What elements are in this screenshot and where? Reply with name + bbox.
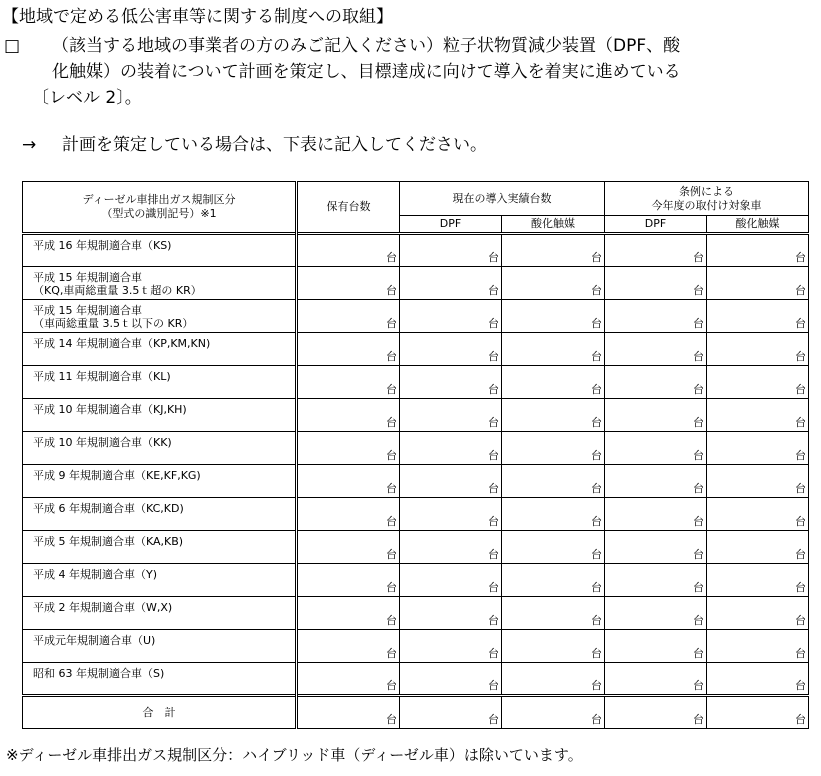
target-dpf-cell[interactable] xyxy=(605,432,707,465)
unit-label: 台 xyxy=(488,647,499,660)
target-dpf-cell[interactable] xyxy=(605,234,707,267)
installed-dpf-cell[interactable] xyxy=(400,597,502,630)
target-catalyst-cell[interactable] xyxy=(707,366,809,399)
unit-label: 台 xyxy=(386,416,397,429)
unit-label: 台 xyxy=(795,383,806,396)
installed-catalyst-cell[interactable] xyxy=(502,366,605,399)
unit-label: 台 xyxy=(795,251,806,264)
total-target-dpf-cell[interactable] xyxy=(605,696,707,729)
unit-label: 台 xyxy=(591,449,602,462)
unit-label: 台 xyxy=(795,581,806,594)
unit-label: 台 xyxy=(591,713,602,726)
target-dpf-cell[interactable] xyxy=(605,300,707,333)
installed-dpf-cell[interactable] xyxy=(400,663,502,696)
row-category-line1: 平成 5 年規制適合車（KA,KB) xyxy=(33,535,184,548)
installed-dpf-cell[interactable] xyxy=(400,399,502,432)
row-category-line1: 平成 15 年規制適合車 xyxy=(33,271,142,284)
installed-catalyst-cell[interactable] xyxy=(502,465,605,498)
row-category-line2: （KQ,車両総重量 3.5ｔ超の KR） xyxy=(33,284,202,297)
row-category xyxy=(23,531,297,564)
installed-catalyst-cell[interactable] xyxy=(502,234,605,267)
installed-catalyst-cell[interactable] xyxy=(502,564,605,597)
installed-dpf-cell[interactable] xyxy=(400,300,502,333)
owned-cell[interactable] xyxy=(297,597,400,630)
unit-label: 台 xyxy=(488,251,499,264)
target-dpf-cell[interactable] xyxy=(605,366,707,399)
row-category xyxy=(23,663,297,696)
unit-label: 台 xyxy=(693,251,704,264)
installed-catalyst-cell[interactable] xyxy=(502,432,605,465)
unit-label: 台 xyxy=(795,449,806,462)
owned-cell[interactable] xyxy=(297,498,400,531)
owned-cell[interactable] xyxy=(297,366,400,399)
installed-dpf-cell[interactable] xyxy=(400,267,502,300)
unit-label: 台 xyxy=(386,515,397,528)
target-dpf-cell[interactable] xyxy=(605,597,707,630)
owned-cell[interactable] xyxy=(297,399,400,432)
unit-label: 台 xyxy=(591,284,602,297)
category-header-line1: ディーゼル車排出ガス規制区分 xyxy=(82,193,236,206)
target-dpf-cell[interactable] xyxy=(605,663,707,696)
unit-label: 台 xyxy=(693,679,704,692)
row-category xyxy=(23,234,297,267)
target-dpf-cell[interactable] xyxy=(605,564,707,597)
row-category-line1: 平成 10 年規制適合車（KK) xyxy=(33,436,172,449)
unit-label: 台 xyxy=(488,581,499,594)
target-catalyst-cell[interactable] xyxy=(707,597,809,630)
unit-label: 台 xyxy=(386,482,397,495)
row-category xyxy=(23,300,297,333)
unit-label: 台 xyxy=(693,713,704,726)
unit-label: 台 xyxy=(693,581,704,594)
unit-label: 台 xyxy=(795,679,806,692)
target-dpf-cell[interactable] xyxy=(605,465,707,498)
owned-cell[interactable] xyxy=(297,432,400,465)
installed-catalyst-cell[interactable] xyxy=(502,597,605,630)
row-category xyxy=(23,333,297,366)
installed-dpf-cell[interactable] xyxy=(400,366,502,399)
section-title: 【地域で定める低公害車等に関する制度への取組】 xyxy=(2,7,393,27)
instruction-note: 計画を策定している場合は、下表に記入してください。 xyxy=(62,135,487,155)
target-catalyst-cell[interactable] xyxy=(707,399,809,432)
row-category xyxy=(23,399,297,432)
total-row xyxy=(23,696,809,729)
owned-cell[interactable] xyxy=(297,267,400,300)
unit-label: 台 xyxy=(693,416,704,429)
table-row xyxy=(23,366,809,399)
owned-cell[interactable] xyxy=(297,300,400,333)
unit-label: 台 xyxy=(795,647,806,660)
installed-dpf-header: DPF xyxy=(400,216,502,234)
level-item-text-line2: 化触媒）の装着について計画を策定し、目標達成に向けて導入を着実に進めている xyxy=(52,62,681,82)
unit-label: 台 xyxy=(795,515,806,528)
installed-dpf-cell[interactable] xyxy=(400,333,502,366)
target-dpf-cell[interactable] xyxy=(605,333,707,366)
unit-label: 台 xyxy=(591,482,602,495)
installed-dpf-cell[interactable] xyxy=(400,465,502,498)
installed-catalyst-cell[interactable] xyxy=(502,399,605,432)
unit-label: 台 xyxy=(795,713,806,726)
row-category-line1: 平成 16 年規制適合車（KS) xyxy=(33,239,172,252)
unit-label: 台 xyxy=(693,317,704,330)
unit-label: 台 xyxy=(591,581,602,594)
installed-dpf-cell[interactable] xyxy=(400,564,502,597)
unit-label: 台 xyxy=(693,350,704,363)
unit-label: 台 xyxy=(488,515,499,528)
total-installed-dpf-cell[interactable] xyxy=(400,696,502,729)
installed-dpf-cell[interactable] xyxy=(400,234,502,267)
row-category xyxy=(23,498,297,531)
unit-label: 台 xyxy=(795,317,806,330)
target-catalyst-cell[interactable] xyxy=(707,663,809,696)
row-category-line1: 平成 4 年規制適合車（Y) xyxy=(33,568,158,581)
unit-label: 台 xyxy=(591,548,602,561)
row-category-line1: 平成元年規制適合車（U) xyxy=(33,634,156,647)
row-category xyxy=(23,630,297,663)
target-dpf-header: DPF xyxy=(605,216,707,234)
unit-label: 台 xyxy=(795,548,806,561)
installed-catalyst-cell[interactable] xyxy=(502,531,605,564)
owned-cell[interactable] xyxy=(297,663,400,696)
unit-label: 台 xyxy=(386,679,397,692)
unit-label: 台 xyxy=(386,548,397,561)
row-category-line1: 平成 2 年規制適合車（W,X) xyxy=(33,601,173,614)
unit-label: 台 xyxy=(488,449,499,462)
unit-label: 台 xyxy=(386,581,397,594)
unit-label: 台 xyxy=(488,284,499,297)
unit-label: 台 xyxy=(591,679,602,692)
target-catalyst-cell[interactable] xyxy=(707,300,809,333)
unit-label: 台 xyxy=(693,548,704,561)
unit-label: 台 xyxy=(386,614,397,627)
target-header xyxy=(605,182,809,216)
owned-cell[interactable] xyxy=(297,234,400,267)
owned-cell[interactable] xyxy=(297,333,400,366)
category-header xyxy=(23,182,297,234)
level-checkbox[interactable]: □ xyxy=(4,36,21,56)
target-catalyst-cell[interactable] xyxy=(707,564,809,597)
unit-label: 台 xyxy=(488,614,499,627)
installed-dpf-cell[interactable] xyxy=(400,630,502,663)
target-dpf-cell[interactable] xyxy=(605,267,707,300)
table-row xyxy=(23,531,809,564)
row-category xyxy=(23,267,297,300)
unit-label: 台 xyxy=(693,614,704,627)
table-row xyxy=(23,564,809,597)
unit-label: 台 xyxy=(693,482,704,495)
owned-cell[interactable] xyxy=(297,465,400,498)
unit-label: 台 xyxy=(693,515,704,528)
row-category xyxy=(23,366,297,399)
row-category xyxy=(23,564,297,597)
owned-cell[interactable] xyxy=(297,531,400,564)
table-row xyxy=(23,234,809,267)
row-category-line1: 平成 10 年規制適合車（KJ,KH) xyxy=(33,403,187,416)
owned-header: 保有台数 xyxy=(297,182,400,234)
row-category-line1: 平成 6 年規制適合車（KC,KD) xyxy=(33,502,184,515)
unit-label: 台 xyxy=(795,614,806,627)
target-catalyst-cell[interactable] xyxy=(707,234,809,267)
installed-catalyst-cell[interactable] xyxy=(502,300,605,333)
target-catalyst-cell[interactable] xyxy=(707,630,809,663)
target-catalyst-cell[interactable] xyxy=(707,465,809,498)
installed-catalyst-cell[interactable] xyxy=(502,267,605,300)
table-row xyxy=(23,300,809,333)
unit-label: 台 xyxy=(488,350,499,363)
installed-catalyst-header: 酸化触媒 xyxy=(502,216,605,234)
target-header-line2: 今年度の取付け対象車 xyxy=(651,198,762,212)
vehicle-table xyxy=(22,181,809,729)
unit-label: 台 xyxy=(488,383,499,396)
row-category-line1: 昭和 63 年規制適合車（S) xyxy=(33,667,165,680)
target-dpf-cell[interactable] xyxy=(605,531,707,564)
unit-label: 台 xyxy=(795,350,806,363)
installed-dpf-cell[interactable] xyxy=(400,531,502,564)
owned-cell[interactable] xyxy=(297,630,400,663)
target-catalyst-cell[interactable] xyxy=(707,498,809,531)
target-header-line1: 条例による xyxy=(679,184,734,198)
unit-label: 台 xyxy=(386,647,397,660)
unit-label: 台 xyxy=(795,416,806,429)
total-installed-catalyst-cell[interactable] xyxy=(502,696,605,729)
target-catalyst-cell[interactable] xyxy=(707,531,809,564)
unit-label: 台 xyxy=(386,284,397,297)
unit-label: 台 xyxy=(488,416,499,429)
row-category-line2: （車両総重量 3.5ｔ以下の KR） xyxy=(33,317,194,330)
row-category-line1: 平成 9 年規制適合車（KE,KF,KG) xyxy=(33,469,201,482)
table-row xyxy=(23,630,809,663)
row-category xyxy=(23,432,297,465)
table-body xyxy=(23,234,809,729)
unit-label: 台 xyxy=(591,350,602,363)
target-dpf-cell[interactable] xyxy=(605,399,707,432)
total-target-catalyst-cell[interactable] xyxy=(707,696,809,729)
footnote: ※ディーゼル車排出ガス規制区分：ハイブリッド車（ディーゼル車）は除いています。 xyxy=(6,746,583,764)
installed-catalyst-cell[interactable] xyxy=(502,333,605,366)
unit-label: 台 xyxy=(795,482,806,495)
target-dpf-cell[interactable] xyxy=(605,498,707,531)
installed-catalyst-cell[interactable] xyxy=(502,663,605,696)
unit-label: 台 xyxy=(386,251,397,264)
table-row xyxy=(23,663,809,696)
target-catalyst-cell[interactable] xyxy=(707,333,809,366)
target-catalyst-cell[interactable] xyxy=(707,432,809,465)
level-item-text-line1: （該当する地域の事業者の方のみご記入ください）粒子状物質減少装置（DPF、酸 xyxy=(52,36,681,56)
unit-label: 台 xyxy=(386,383,397,396)
arrow-icon: → xyxy=(22,135,37,155)
table-row xyxy=(23,432,809,465)
unit-label: 台 xyxy=(386,713,397,726)
unit-label: 台 xyxy=(488,317,499,330)
table-row xyxy=(23,597,809,630)
installed-dpf-cell[interactable] xyxy=(400,432,502,465)
category-header-line2: （型式の識別記号）※1 xyxy=(101,207,217,220)
unit-label: 台 xyxy=(488,548,499,561)
unit-label: 台 xyxy=(591,647,602,660)
unit-label: 台 xyxy=(693,647,704,660)
unit-label: 台 xyxy=(591,251,602,264)
unit-label: 台 xyxy=(591,416,602,429)
installed-catalyst-cell[interactable] xyxy=(502,630,605,663)
installed-catalyst-cell[interactable] xyxy=(502,498,605,531)
unit-label: 台 xyxy=(488,713,499,726)
unit-label: 台 xyxy=(386,449,397,462)
unit-label: 台 xyxy=(795,284,806,297)
level-item-text-line3: 〔レベル 2〕。 xyxy=(32,88,142,108)
total-owned-cell[interactable] xyxy=(297,696,400,729)
unit-label: 台 xyxy=(488,679,499,692)
target-dpf-cell[interactable] xyxy=(605,630,707,663)
total-label: 合 計 xyxy=(23,696,297,729)
unit-label: 台 xyxy=(386,350,397,363)
unit-label: 台 xyxy=(591,317,602,330)
installed-header: 現在の導入実績台数 xyxy=(400,182,605,216)
installed-dpf-cell[interactable] xyxy=(400,498,502,531)
unit-label: 台 xyxy=(386,317,397,330)
row-category-line1: 平成 15 年規制適合車 xyxy=(33,304,142,317)
unit-label: 台 xyxy=(488,482,499,495)
target-catalyst-header: 酸化触媒 xyxy=(707,216,809,234)
row-category xyxy=(23,597,297,630)
row-category-line1: 平成 14 年規制適合車（KP,KM,KN) xyxy=(33,337,211,350)
target-catalyst-cell[interactable] xyxy=(707,267,809,300)
row-category xyxy=(23,465,297,498)
row-category-line1: 平成 11 年規制適合車（KL) xyxy=(33,370,171,383)
owned-cell[interactable] xyxy=(297,564,400,597)
table-row xyxy=(23,267,809,300)
table-row xyxy=(23,465,809,498)
table-row xyxy=(23,498,809,531)
unit-label: 台 xyxy=(591,614,602,627)
unit-label: 台 xyxy=(591,383,602,396)
table-row xyxy=(23,399,809,432)
unit-label: 台 xyxy=(693,383,704,396)
unit-label: 台 xyxy=(591,515,602,528)
unit-label: 台 xyxy=(693,284,704,297)
table-row xyxy=(23,333,809,366)
unit-label: 台 xyxy=(693,449,704,462)
